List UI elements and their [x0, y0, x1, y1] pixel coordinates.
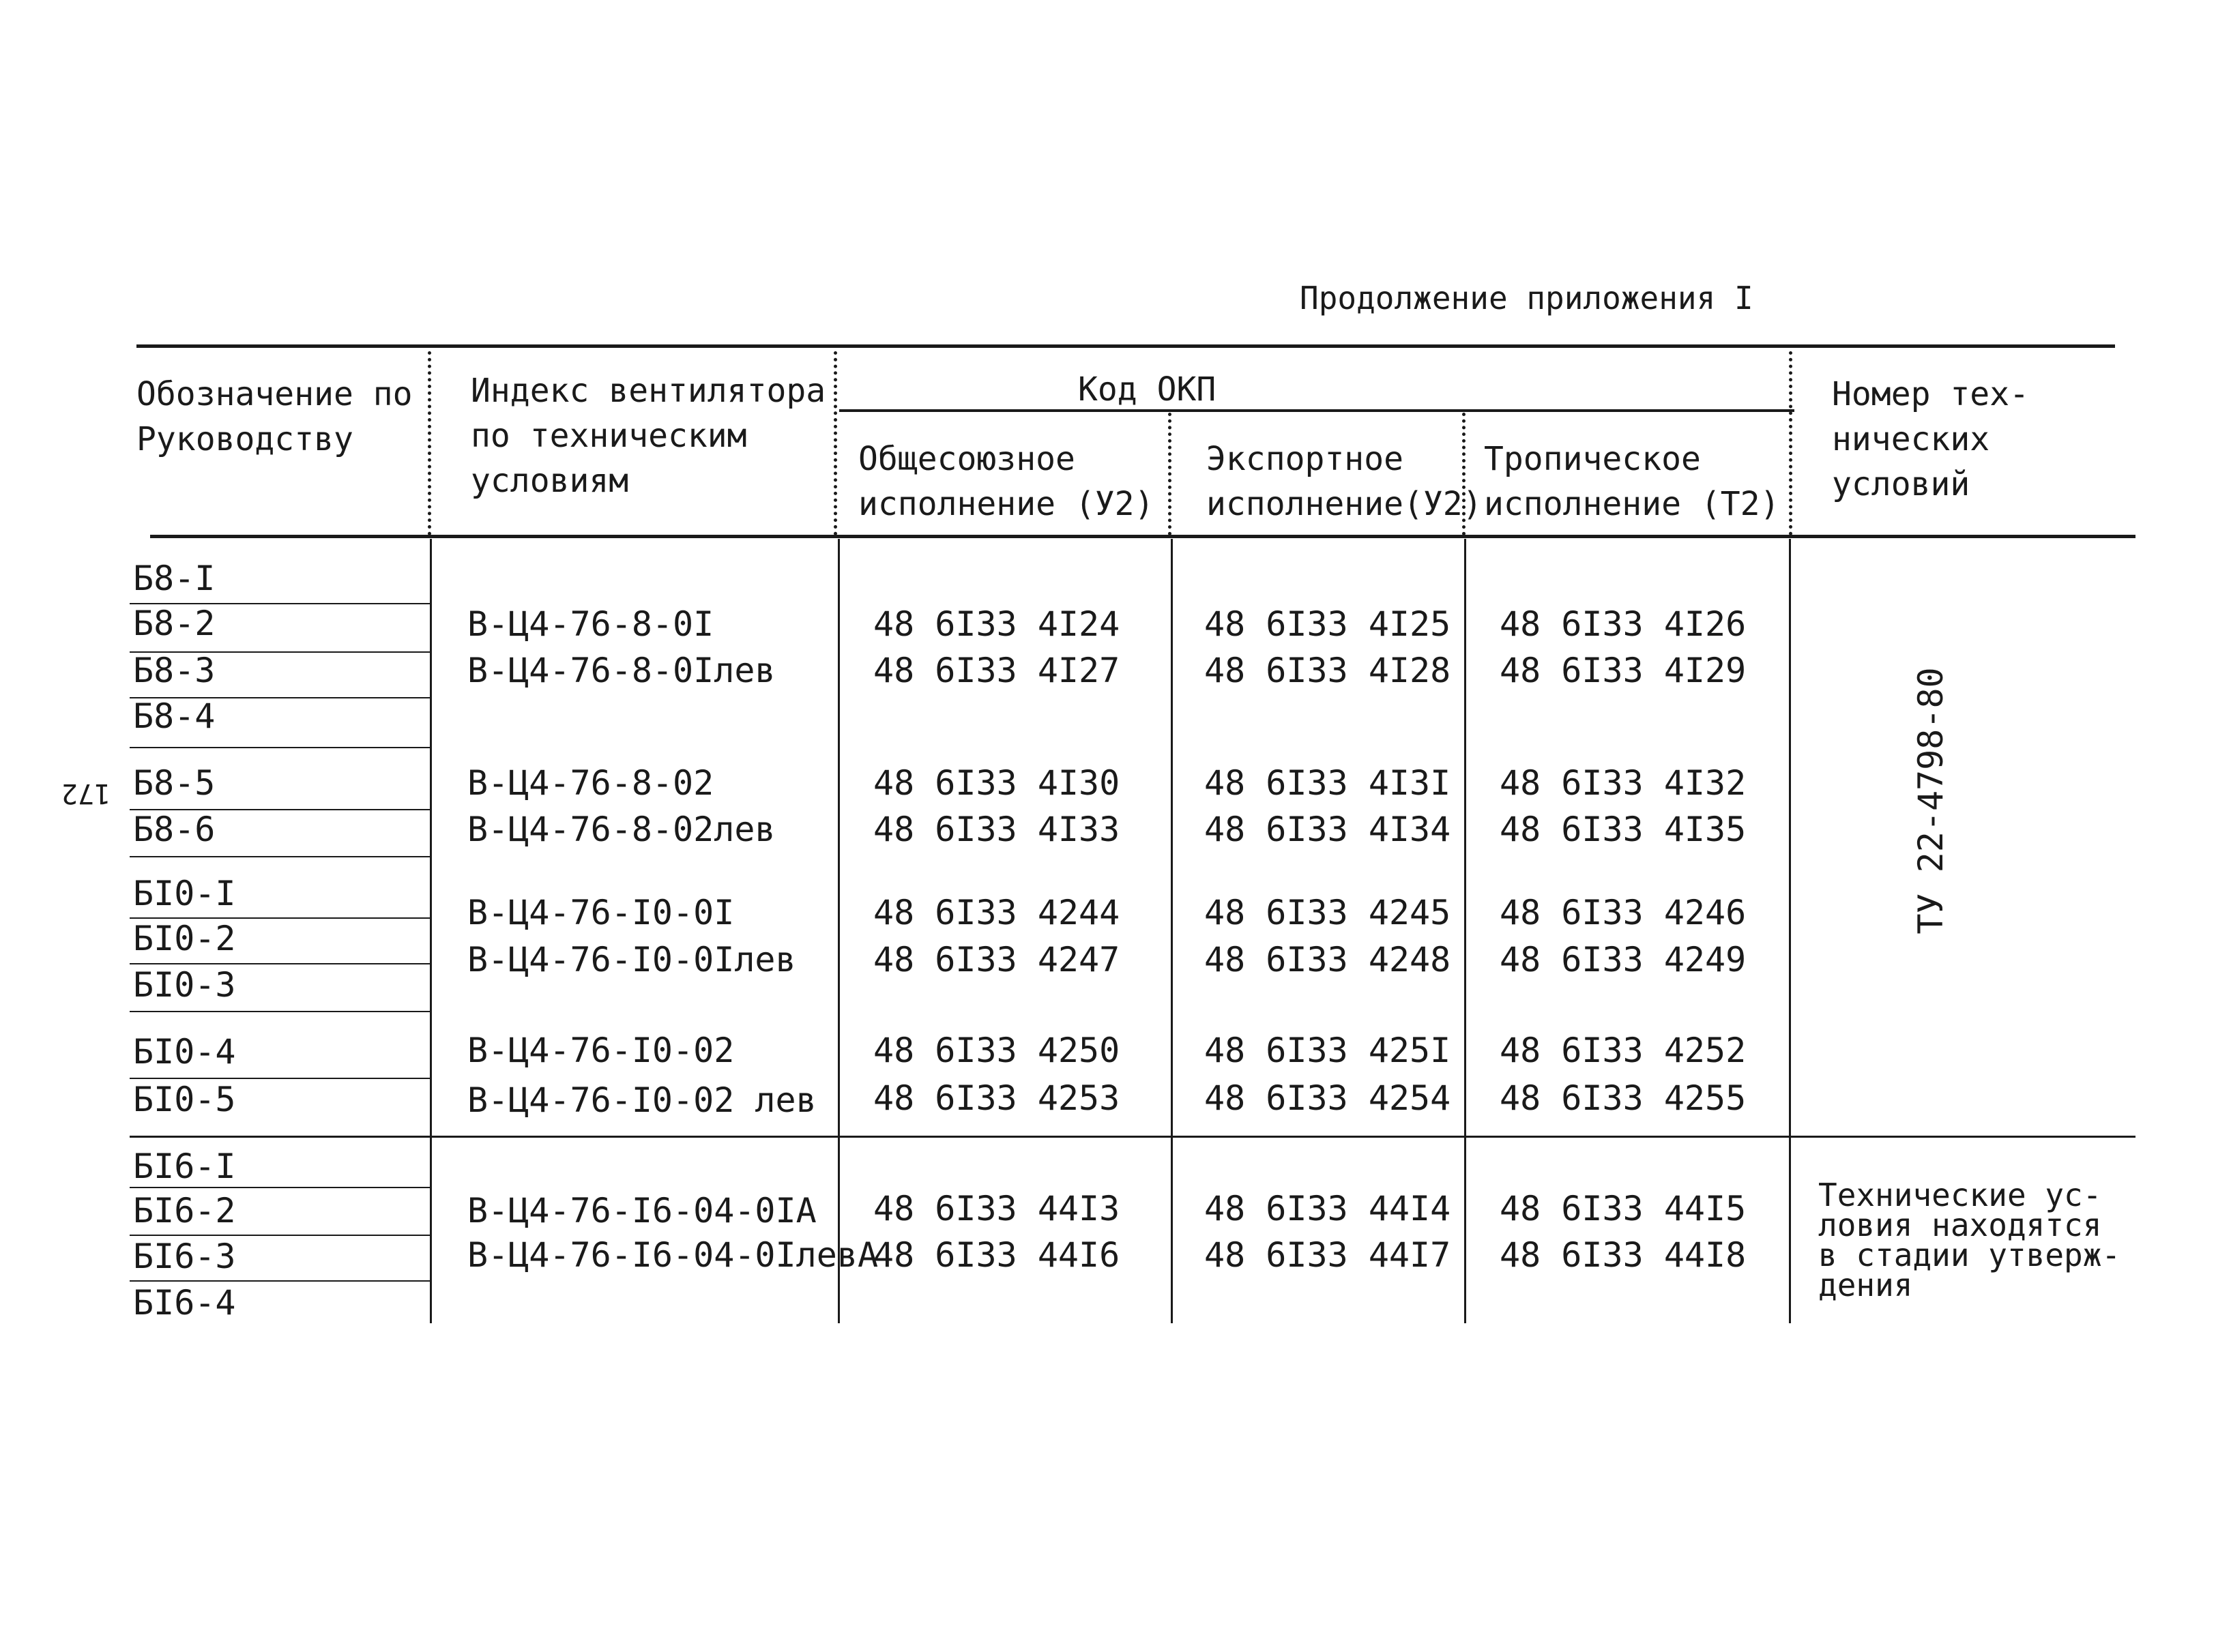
header-sep-2	[834, 351, 837, 535]
header-bottom-rule	[150, 535, 2135, 538]
okp-tropical: 48 6I33 4I35	[1500, 810, 1747, 849]
header-tropical: Тропическое исполнение (Т2)	[1484, 440, 1780, 523]
designation-rule	[130, 1011, 430, 1012]
fan-index: В-Ц4-76-8-0I	[467, 604, 714, 644]
designation-7: БI0-I	[133, 874, 236, 913]
okp-export: 48 6I33 4I28	[1204, 651, 1451, 690]
okp-tropical: 48 6I33 4249	[1500, 940, 1747, 979]
header-sep-1	[428, 351, 431, 535]
designation-4: Б8-4	[133, 696, 216, 736]
fan-index: В-Ц4-76-I6-04-0IА	[467, 1191, 817, 1230]
okp-export: 48 6I33 4I3I	[1204, 763, 1451, 803]
header-sep-3	[1168, 413, 1171, 535]
okp-export: 48 6I33 4I34	[1204, 810, 1451, 849]
fan-index: В-Ц4-76-8-02лев	[467, 810, 776, 849]
tech-conditions-tu: ТУ 22-4798-80	[1911, 667, 1951, 934]
header-export: Экспортное исполнение(У2)	[1206, 440, 1483, 523]
group-separator-rule	[430, 1136, 2135, 1138]
designation-rule	[130, 747, 430, 748]
body-sep-3	[1171, 539, 1173, 1323]
header-general: Общесоюзное исполнение (У2)	[858, 440, 1154, 523]
okp-general: 48 6I33 44I6	[873, 1235, 1120, 1275]
designation-10: БI0-4	[133, 1032, 236, 1072]
body-sep-5	[1789, 539, 1791, 1323]
okp-general: 48 6I33 4I30	[873, 763, 1120, 803]
okp-tropical: 48 6I33 4I26	[1500, 604, 1747, 644]
okp-export: 48 6I33 425I	[1204, 1031, 1451, 1070]
designation-13: БI6-2	[133, 1191, 236, 1230]
designation-14: БI6-3	[133, 1237, 236, 1276]
designation-1: Б8-I	[133, 559, 216, 598]
fan-index: В-Ц4-76-8-02	[467, 763, 714, 803]
okp-tropical: 48 6I33 44I8	[1500, 1235, 1747, 1275]
header-designation: Обозначение по Руководству	[136, 375, 413, 458]
table-top-rule	[136, 344, 2115, 348]
designation-rule	[130, 1136, 430, 1138]
okp-general: 48 6I33 44I3	[873, 1189, 1120, 1228]
fan-index: В-Ц4-76-I0-02 лев	[467, 1080, 817, 1120]
okp-general: 48 6I33 4250	[873, 1031, 1120, 1070]
okp-subheader-rule	[839, 409, 1794, 412]
designation-12: БI6-I	[133, 1147, 236, 1186]
header-sep-5	[1789, 351, 1792, 535]
designation-11: БI0-5	[133, 1080, 236, 1119]
fan-index: В-Ц4-76-I0-0Iлев	[467, 940, 796, 979]
designation-3: Б8-3	[133, 651, 216, 690]
designation-15: БI6-4	[133, 1283, 236, 1323]
header-fan-index: Индекс вентилятора по техническим условиям	[471, 372, 826, 500]
designation-rule	[130, 1280, 430, 1282]
fan-index: В-Ц4-76-I6-04-0IлевА	[467, 1235, 879, 1275]
okp-export: 48 6I33 4248	[1204, 940, 1451, 979]
okp-tropical: 48 6I33 4I29	[1500, 651, 1747, 690]
fan-index: В-Ц4-76-8-0Iлев	[467, 651, 776, 690]
designation-9: БI0-3	[133, 965, 236, 1005]
designation-rule	[130, 856, 430, 857]
okp-export: 48 6I33 4I25	[1204, 604, 1451, 644]
okp-general: 48 6I33 4I27	[873, 651, 1120, 690]
okp-general: 48 6I33 4247	[873, 940, 1120, 979]
designation-6: Б8-6	[133, 810, 216, 849]
okp-export: 48 6I33 4245	[1204, 893, 1451, 932]
okp-general: 48 6I33 4I33	[873, 810, 1120, 849]
okp-tropical: 48 6I33 4I32	[1500, 763, 1747, 803]
tech-conditions-note: Технические ус- ловия находятся в стадии утверж- дения	[1818, 1177, 2121, 1303]
okp-general: 48 6I33 4253	[873, 1078, 1120, 1118]
fan-index: В-Ц4-76-I0-0I	[467, 893, 735, 932]
header-tech-number: Номер тех- нических условий	[1832, 375, 2029, 503]
side-page-number: 172	[61, 778, 111, 809]
header-okp-code: Код ОКП	[1078, 370, 1216, 409]
okp-export: 48 6I33 44I7	[1204, 1235, 1451, 1275]
body-sep-2	[838, 539, 840, 1323]
okp-tropical: 48 6I33 44I5	[1500, 1189, 1747, 1228]
designation-2: Б8-2	[133, 604, 216, 643]
okp-export: 48 6I33 44I4	[1204, 1189, 1451, 1228]
okp-tropical: 48 6I33 4246	[1500, 893, 1747, 932]
okp-tropical: 48 6I33 4255	[1500, 1078, 1747, 1118]
body-sep-1	[430, 539, 432, 1323]
okp-general: 48 6I33 4I24	[873, 604, 1120, 644]
continuation-title: Продолжение приложения I	[1300, 280, 1753, 316]
designation-5: Б8-5	[133, 763, 216, 803]
okp-export: 48 6I33 4254	[1204, 1078, 1451, 1118]
okp-general: 48 6I33 4244	[873, 893, 1120, 932]
okp-tropical: 48 6I33 4252	[1500, 1031, 1747, 1070]
fan-index: В-Ц4-76-I0-02	[467, 1031, 735, 1070]
body-sep-4	[1464, 539, 1466, 1323]
designation-rule	[130, 1187, 430, 1188]
designation-8: БI0-2	[133, 919, 236, 958]
